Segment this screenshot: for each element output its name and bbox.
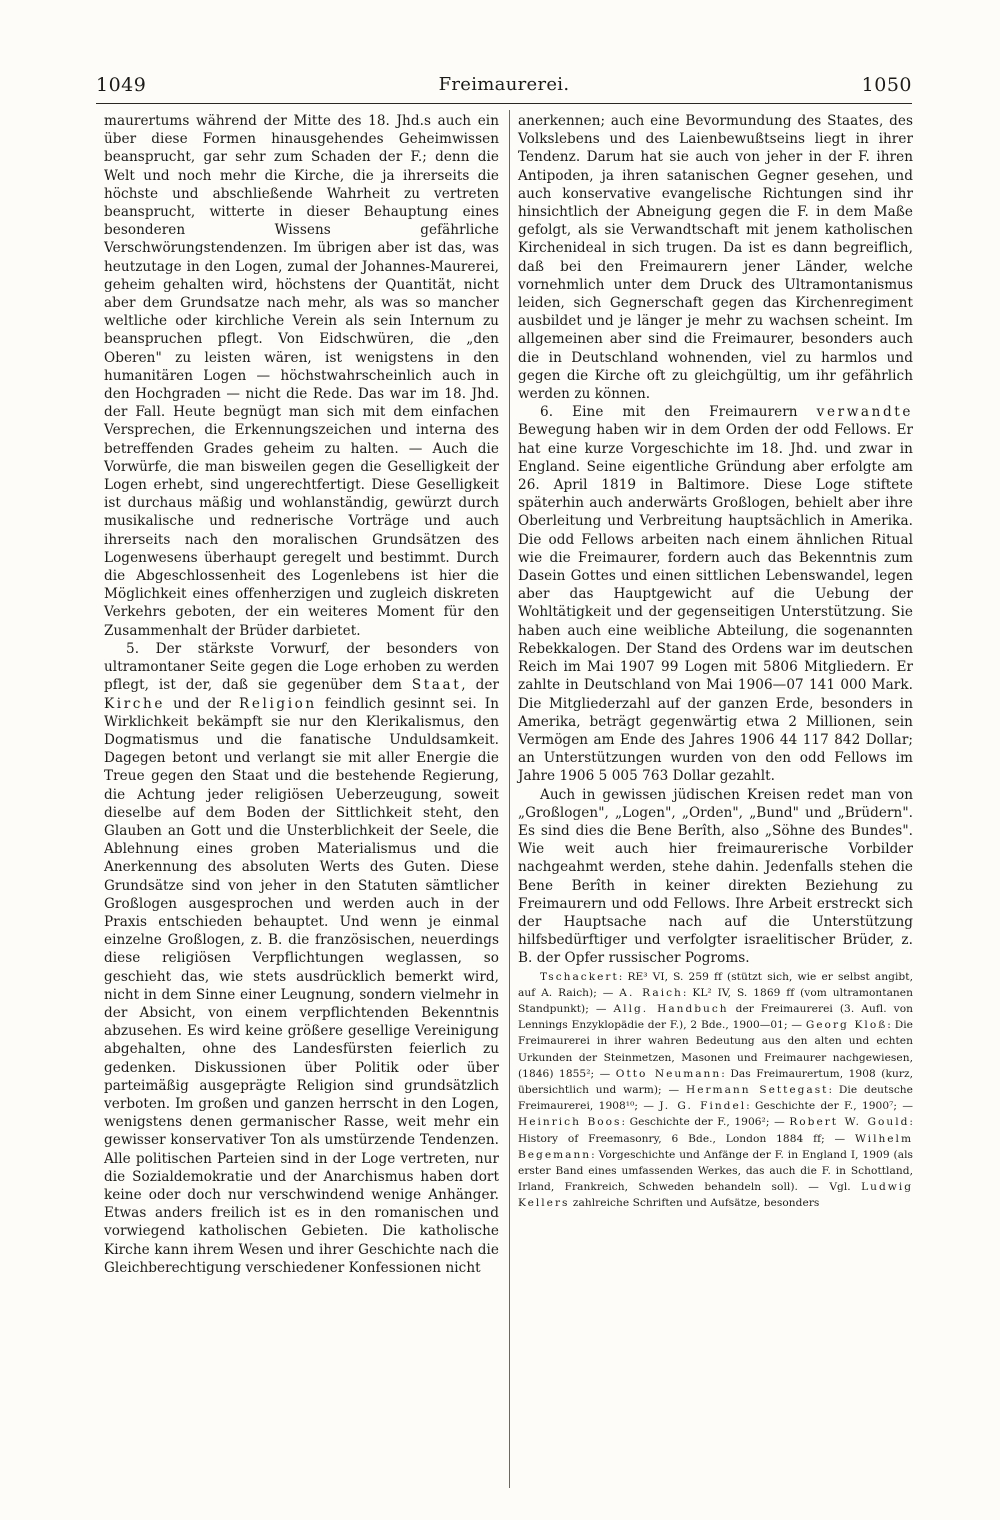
- emphasis-kirche: Kirche: [104, 695, 166, 712]
- left-column: [104, 112, 499, 1277]
- paragraph-bene-berith: Auch in gewissen jüdischen Kreisen redet man von „Großlogen", „Logen", „Orden", „Bund" und „Brüdern". Es sind dies die Bene Berîth, also „Söhne des Bundes". Wie weit auch hier freimaurerische Vorbilder nachgeahmt werden, stehe dahin. Jedenfalls stehen die Bene Berîth in keiner direkten Beziehung zu Freimaurern und odd Fellows. Ihre Arbeit erstreckt sich der Hauptsache nach auf die Unterstützung hilfsbedürftiger und verfolgter israelitischer Brüder, z. B. der Opfer russischer Pogroms.: [518, 786, 913, 967]
- running-title: Freimaurerei.: [438, 74, 570, 95]
- lit-text: : RE³ VI, S. 259 ff (stützt sich, wie er selbst angibt, auf A. Raich); —: [518, 970, 913, 999]
- paragraph-text: 6. Eine mit den Freimaurern: [540, 404, 817, 421]
- lit-author-raich: A. Raich: [619, 986, 683, 999]
- page-number-right: 1050: [861, 74, 912, 96]
- right-column: [518, 112, 913, 1212]
- paragraph-church-opposition: anerkennen; auch eine Bevormundung des Staates, des Volkslebens und des Laienbewußtseins liegt in ihrer Tendenz. Darum hat sie auch von jeher in der F. ihren Antipoden, ja ihren satanischen Gegner gesehen, und auch konservative evangelische Richtungen sind ihr hinsichtlich der Abneigung gegen die F. in dem Maße gefolgt, als sie Verwandtschaft mit jenem katholischen Kirchenideal in sich trugen. Da ist es dann begreiflich, daß bei den Freimaurern jener Länder, welche vornehmlich unter dem Druck des Ultramontanismus leiden, sich Gegnerschaft gegen das Kirchenregiment ausbildet und je länger je mehr zu wachsen scheint. Im allgemeinen aber sind die Freimaurer, besonders auch die in Deutschland wohnenden, viel zu harmlos und gegen die Kirche oft zu gleichgültig, um ihr gefährlich werden zu können.: [518, 113, 913, 403]
- lit-author-kloss: Georg Kloß: [805, 1019, 888, 1032]
- lit-author-keller: Ludwig Kellers: [518, 1181, 913, 1210]
- lit-author-tschackert: Tschackert: [540, 970, 619, 983]
- header-rule: [96, 103, 912, 104]
- page-header: [96, 70, 912, 100]
- lit-text: der Freimaurerei (3. Aufl. von Lennings Enzyklopädie der F.), 2 Bde., 1900—01; —: [518, 1002, 914, 1032]
- emphasis-religion: Religion: [239, 695, 317, 712]
- literature-section: [518, 969, 913, 1212]
- lit-text: : Geschichte der F., 1900⁷; —: [746, 1100, 913, 1113]
- paragraph-text: , der: [461, 677, 499, 694]
- lit-text: : History of Freemasonry, 6 Bde., London 1884 ff; —: [518, 1116, 913, 1145]
- column-divider: [509, 110, 510, 1488]
- paragraph-5-state-church: [104, 640, 499, 1277]
- paragraph-secrecy: maurertums während der Mitte des 18. Jhd.s auch ein über diese Formen hinausgehendes Geheimwissen beansprucht, gar sehr zum Schaden der F.; denn die Welt und noch mehr die Kirche, die ja ihrerseits die höchste und abschließende Wahrheit zu vertreten beansprucht, witterte in dieser Behauptung eines besonderen Wissens gefährliche Verschwörungstendenzen. Im übrigen aber ist das, was heutzutage in den Logen, zumal der Johannes-Maurerei, geheim gehalten wird, höchstens der Quantität, nicht aber dem Grundsatze nach mehr, als was so mancher weltliche oder kirchliche Verein als sein Internum zu beanspruchen pflegt. Von Eidschwüren, die „den Oberen" zu leisten wären, ist wenigstens in den humanitären Logen — höchstwahrscheinlich auch in den Hochgraden — nicht die Rede. Das war im 18. Jhd. der Fall. Heute begnügt man sich mit dem einfachen Versprechen, die Erkennungszeichen und interna des betreffenden Grades geheim zu halten. — Auch die Vorwürfe, die man bisweilen gegen die Geselligkeit der Logen erhebt, sind ungerechtfertigt. Diese Geselligkeit ist durchaus mäßig und wohlanständig, gewürzt durch musikalische und rednerische Vorträge und auch ihrerseits nach den moralischen Grundsätzen des Logenwesens überhaupt geregelt und bestimmt. Durch die Abgeschlossenheit des Logenlebens ist hier die Möglichkeit eines offenherzigen und zugleich diskreten Verkehrs geboten, der ein weiteres Moment für den Zusammenhalt der Brüder darbietet.: [104, 113, 499, 639]
- lit-author-findel: J. G. Findel: [659, 1100, 747, 1113]
- page-number-left: 1049: [96, 74, 147, 96]
- lit-text: : Das Freimaurertum, 1908 (kurz, übersichtlich und warm); —: [518, 1067, 913, 1096]
- emphasis-staat: Staat: [411, 677, 462, 694]
- lit-author-neumann: Otto Neumann: [615, 1067, 722, 1080]
- lit-author-begemann: Wilhelm Begemann: [518, 1132, 913, 1161]
- lit-title-handbuch: Allg. Handbuch: [613, 1002, 729, 1015]
- lit-text: : Die Freimaurerei in ihrer wahren Bedeutung aus den alten und echten Urkunden der Steinmetzen, Masonen und Freimaurer nachgewiesen, (1846) 1855²; —: [518, 1019, 913, 1080]
- lit-text: : KL² IV, S. 1869 ff (vom ultramontanen Standpunkt); —: [518, 986, 913, 1015]
- lit-text: zahlreiche Schriften und Aufsätze, besonders: [569, 1197, 820, 1210]
- lit-text: : Vorgeschichte und Anfänge der F. in England I, 1909 (als erster Band eines umfassenden Werkes, das auch die F. in Schottland, Irland, Frankreich, Schweden behandeln soll). — Vgl.: [518, 1148, 913, 1194]
- paragraph-text: Bewegung haben wir in dem Orden der odd Fellows. Er hat eine kurze Vorgeschichte im 18. Jhd. und zwar in England. Seine eigentliche Gründung aber erfolgte am 26. April 1819 in Baltimore. Diese Loge stiftete späterhin auch anderwärts Großlogen, behielt aber ihre Oberleitung und Verbreitung hauptsächlich in Amerika. Die odd Fellows arbeiten nach einem ähnlichen Ritual wie die Freimaurer, fordern auch das Bekenntnis zum Dasein Gottes und einen sittlichen Lebenswandel, legen aber das Hauptgewicht auf die Uebung der Wohltätigkeit und der gegenseitigen Unterstützung. Sie haben auch eine weibliche Abteilung, die sogenannten Rebekkalogen. Der Stand des Ordens war im deutschen Reich im Mai 1907 99 Logen mit 5806 Mitgliedern. Er zahlte in Deutschland von Mai 1906—07 141 000 Mark. Die Mitgliederzahl auf der ganzen Erde, besonders in Amerika, beträgt gegenwärtig etwa 2 Millionen, sein Vermögen am Ende des Jahres 1906 44 117 842 Dollar; an Unterstützungen wurden von den odd Fellows im Jahre 1906 5 005 763 Dollar gezahlt.: [518, 422, 913, 785]
- lit-text: : Geschichte der F., 1906²; —: [621, 1116, 790, 1129]
- paragraph-text: und der: [165, 695, 240, 712]
- lit-text: : Die deutsche Freimaurerei, 1908¹⁰; —: [518, 1083, 913, 1113]
- paragraph-text: 5. Der stärkste Vorwurf, der besonders von ultramontaner Seite gegen die Loge erhoben zu werden pflegt, ist der, daß sie gegenüber dem: [104, 640, 499, 694]
- paragraph-6-odd-fellows: [518, 403, 913, 785]
- lit-author-boos: Heinrich Boos: [518, 1116, 622, 1129]
- lit-author-gould: Robert W. Gould: [789, 1116, 910, 1129]
- lit-author-settegast: Hermann Settegast: [685, 1083, 829, 1096]
- emphasis-verwandte: verwandte: [816, 404, 913, 421]
- paragraph-text: feindlich gesinnt sei. In Wirklichkeit bekämpft sie nur den Klerikalismus, den Dogmatismus und die fanatische Unduldsamkeit. Dagegen betont und verlangt sie mit aller Energie die Treue gegen den Staat und die bestehende Regierung, die Achtung jeder religiösen Ueberzeugung, soweit dieselbe auf dem Boden der Sittlichkeit steht, den Glauben an Gott und die Unsterblichkeit der Seele, die Ablehnung eines groben Materialismus und die Anerkennung des absoluten Werts des Guten. Diese Grundsätze sind von jeher in den Statuten sämtlicher Großlogen ausgesprochen und werden auch in der Praxis entschieden behauptet. Und wenn je einmal einzelne Großlogen, z. B. die französischen, neuerdings diese religiösen Verpflichtungen weglassen, so geschieht das, wie stets ausdrücklich bemerkt wird, nicht in dem Sinne einer Leugnung, sondern vielmehr in der Absicht, von einem verpflichtenden Bekenntnis abzusehen. Es wird keine größere gesellige Vereinigung abgehalten, ohne des Landesfürsten feierlich zu gedenken. Diskussionen über Politik oder über parteimäßig ausgeprägte Religion sind grundsätzlich verboten. Im großen und ganzen herrscht in den Logen, wenigstens denen germanischer Rasse, weit mehr ein gewisser konservativer Ton als umstürzende Tendenzen. Alle politischen Parteien sind in der Loge vertreten, nur die Sozialdemokratie und der Anarchismus haben dort keine oder doch nur verschwindend wenige Anhänger. Etwas anders freilich ist es in den romanischen und vorwiegend katholischen Gebieten. Die katholische Kirche kann ihrem Wesen und ihrer Geschichte nach die Gleichberechtigung verschiedener Konfessionen nicht: [104, 695, 499, 1276]
